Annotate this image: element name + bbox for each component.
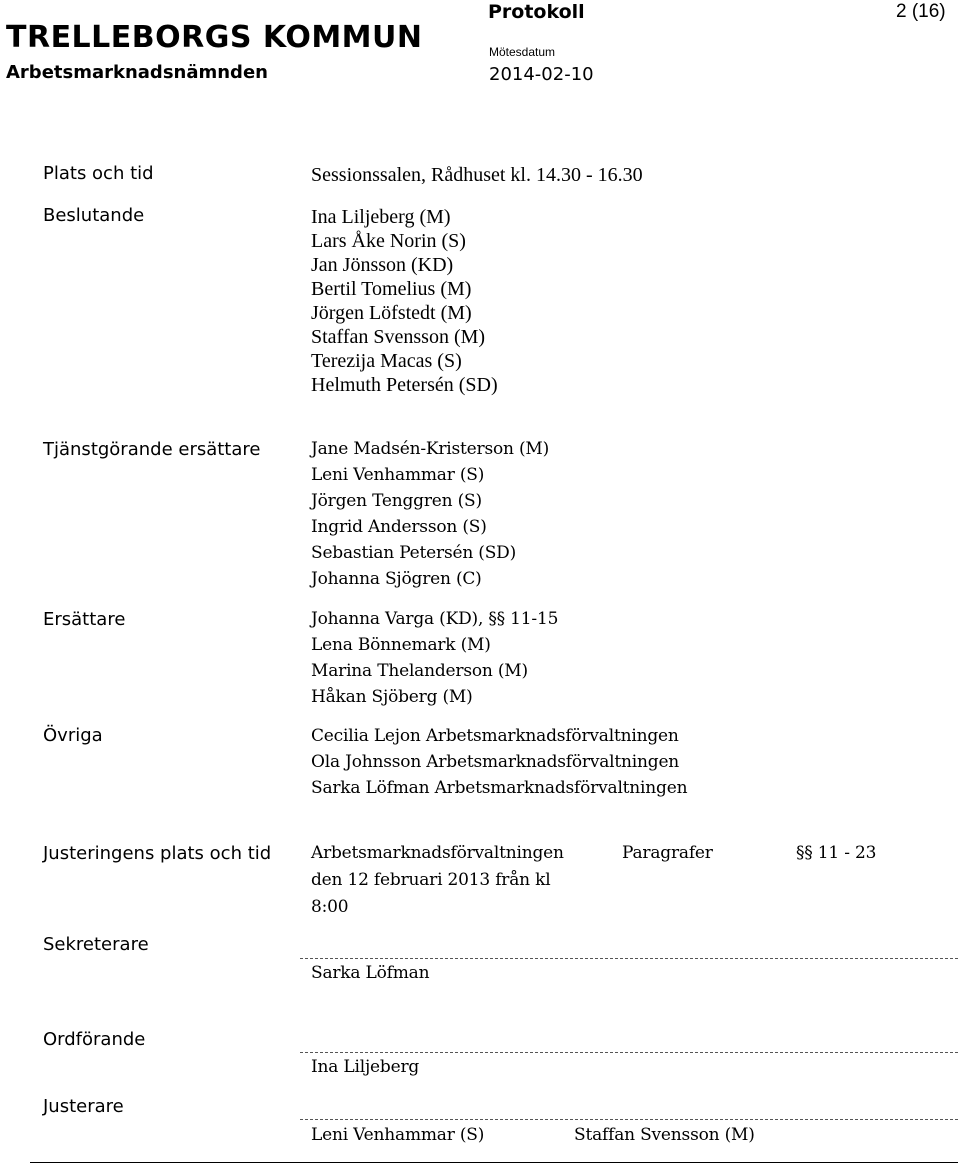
board-name: Arbetsmarknadsnämnden: [6, 62, 268, 83]
list-item: Lars Åke Norin (S): [311, 230, 466, 252]
paragraphs-label: Paragrafer: [622, 843, 713, 863]
chair-signature-line: [300, 1052, 958, 1053]
adjuster-2-name: Staffan Svensson (M): [574, 1125, 755, 1145]
adjustment-place-list: [311, 840, 564, 921]
list-item: Ingrid Andersson (S): [311, 517, 487, 537]
meeting-date-label: Mötesdatum: [489, 45, 556, 59]
list-item: Leni Venhammar (S): [311, 465, 485, 485]
secretary-signature-line: [300, 958, 958, 959]
decision-makers-list: [311, 205, 498, 397]
list-item: Johanna Varga (KD), §§ 11-15: [311, 609, 559, 629]
list-item: Jane Madsén-Kristerson (M): [311, 439, 550, 459]
list-item: Ina Liljeberg (M): [311, 206, 451, 228]
place-time-value: Sessionssalen, Rådhuset kl. 14.30 - 16.30: [311, 164, 643, 186]
document-type: Protokoll: [488, 1, 585, 23]
meeting-date: 2014-02-10: [489, 64, 594, 85]
serving-substitutes-label: Tjänstgörande ersättare: [43, 439, 261, 460]
page-number: 2 (16): [896, 1, 946, 22]
decision-makers-label: Beslutande: [43, 205, 145, 226]
list-item: Sarka Löfman Arbetsmarknadsförvaltningen: [311, 778, 688, 798]
list-item: Sebastian Petersén (SD): [311, 543, 517, 563]
secretary-label: Sekreterare: [43, 934, 149, 955]
adjustment-place-line: den 12 februari 2013 från kl: [311, 870, 551, 890]
adjusters-label: Justerare: [43, 1096, 124, 1117]
others-list: [311, 723, 687, 801]
list-item: Johanna Sjögren (C): [311, 569, 482, 589]
adjustment-place-line: 8:00: [311, 897, 349, 917]
list-item: Lena Bönnemark (M): [311, 635, 491, 655]
secretary-name: Sarka Löfman: [311, 963, 430, 983]
chair-label: Ordförande: [43, 1029, 146, 1050]
list-item: Jörgen Tenggren (S): [311, 491, 482, 511]
list-item: Helmuth Petersén (SD): [311, 374, 498, 396]
place-time-label: Plats och tid: [43, 163, 154, 184]
substitutes-label: Ersättare: [43, 609, 126, 630]
others-label: Övriga: [43, 725, 103, 746]
adjustment-label: Justeringens plats och tid: [43, 843, 272, 864]
serving-substitutes-list: [311, 436, 549, 592]
adjusters-signature-line: [300, 1119, 958, 1120]
list-item: Jörgen Löfstedt (M): [311, 302, 472, 324]
page-bottom-rule: [30, 1162, 958, 1163]
substitutes-list: [311, 606, 558, 710]
list-item: Håkan Sjöberg (M): [311, 687, 473, 707]
list-item: Marina Thelanderson (M): [311, 661, 528, 681]
adjuster-1-name: Leni Venhammar (S): [311, 1125, 485, 1145]
list-item: Jan Jönsson (KD): [311, 254, 454, 276]
list-item: Staffan Svensson (M): [311, 326, 486, 348]
chair-name: Ina Liljeberg: [311, 1057, 420, 1077]
adjustment-place-line: Arbetsmarknadsförvaltningen: [311, 843, 564, 863]
list-item: Terezija Macas (S): [311, 350, 462, 372]
list-item: Cecilia Lejon Arbetsmarknadsförvaltningen: [311, 726, 679, 746]
organization-name: TRELLEBORGS KOMMUN: [6, 20, 423, 55]
paragraphs-value: §§ 11 - 23: [796, 843, 877, 863]
list-item: Ola Johnsson Arbetsmarknadsförvaltningen: [311, 752, 680, 772]
list-item: Bertil Tomelius (M): [311, 278, 472, 300]
